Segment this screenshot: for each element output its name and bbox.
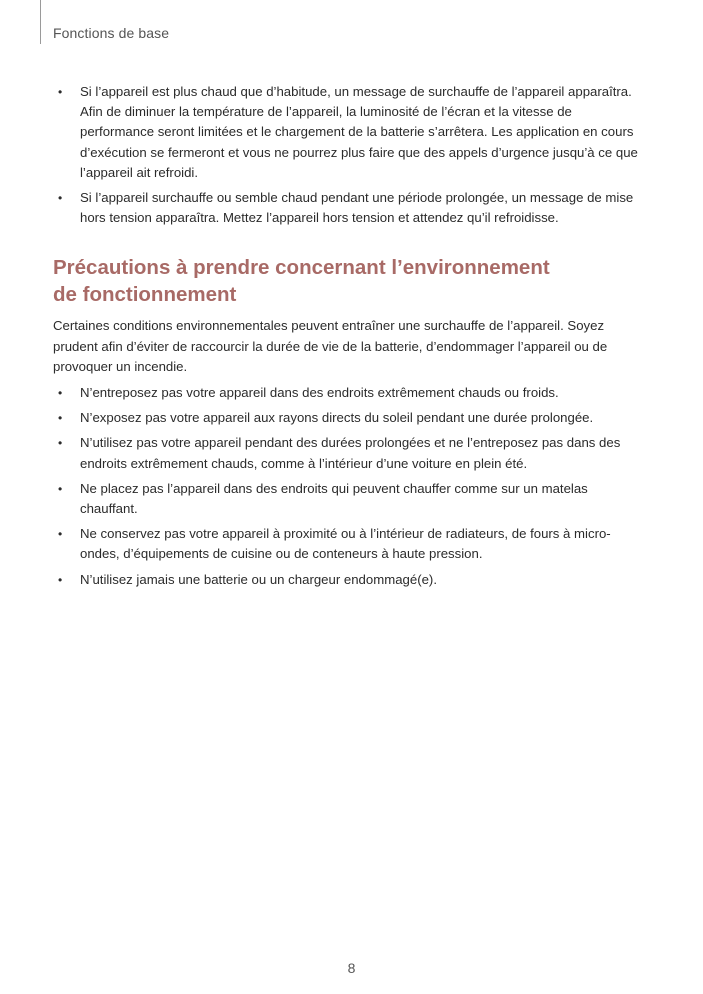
bullet-icon: • (58, 572, 63, 587)
list-item (53, 433, 648, 473)
list-item-text: Si l’appareil est plus chaud que d’habitude, un message de surchauffe de l’appareil apparaîtra. Afin de diminuer la température de l’appareil, la luminosité de l’écran et la vitesse de performance seront limitées et le chargement de la batterie s’arrêtera. Les application en cours d’exécution se fermeront et vous ne pourrez plus faire que des appels d’urgence jusqu’à ce que l’appareil ait refroidi. (80, 84, 638, 180)
bullet-icon: • (58, 411, 63, 426)
list-item-text: Ne conservez pas votre appareil à proximité ou à l’intérieur de radiateurs, de fours à micro-ondes, d’équipements de cuisine ou de conteneurs à haute pression. (80, 526, 611, 562)
list-item-text: N’utilisez jamais une batterie ou un chargeur endommagé(e). (80, 571, 437, 587)
list-item (53, 383, 648, 403)
page-header-title: Fonctions de base (53, 25, 170, 41)
section-heading: Précautions à prendre concernant l’environnement de fonctionnement (53, 256, 550, 307)
section-bullet-list (53, 383, 648, 590)
section-intro: Certaines conditions environnementales peuvent entraîner une surchauffe de l’appareil. Soyez prudent afin d’éviter de raccourcir la durée de vie de la batterie, d’endommager l’appareil ou de provoquer un incendie. (53, 318, 608, 374)
page-content (53, 82, 648, 595)
list-item-text: N’utilisez pas votre appareil pendant des durées prolongées et ne l’entreposez pas dans des endroits extrêmement chauds, comme à l’intérieur d’une voiture en plein été. (80, 435, 621, 471)
page-number: 8 (347, 960, 356, 976)
list-item-text: N’entreposez pas votre appareil dans des endroits extrêmement chauds ou froids. (80, 385, 559, 401)
list-item (53, 524, 648, 564)
bullet-icon: • (58, 386, 63, 401)
list-item (53, 82, 648, 183)
bullet-icon: • (58, 85, 63, 99)
list-item (53, 570, 648, 590)
header-divider (40, 0, 41, 44)
bullet-icon: • (58, 527, 63, 542)
list-item (53, 188, 648, 228)
bullet-icon: • (58, 436, 63, 451)
top-bullet-list (53, 82, 648, 228)
bullet-icon: • (58, 191, 63, 206)
bullet-icon: • (58, 481, 63, 496)
list-item (53, 479, 648, 519)
list-item-text: N’exposez pas votre appareil aux rayons directs du soleil pendant une durée prolongée. (80, 410, 594, 426)
list-item-text: Si l’appareil surchauffe ou semble chaud pendant une période prolongée, un message de mise hors tension apparaîtra. Mettez l’appareil hors tension et attendez qu’il refroidisse. (80, 190, 634, 226)
list-item (53, 408, 648, 428)
list-item-text: Ne placez pas l’appareil dans des endroits qui peuvent chauffer comme sur un matelas chauffant. (80, 480, 588, 517)
